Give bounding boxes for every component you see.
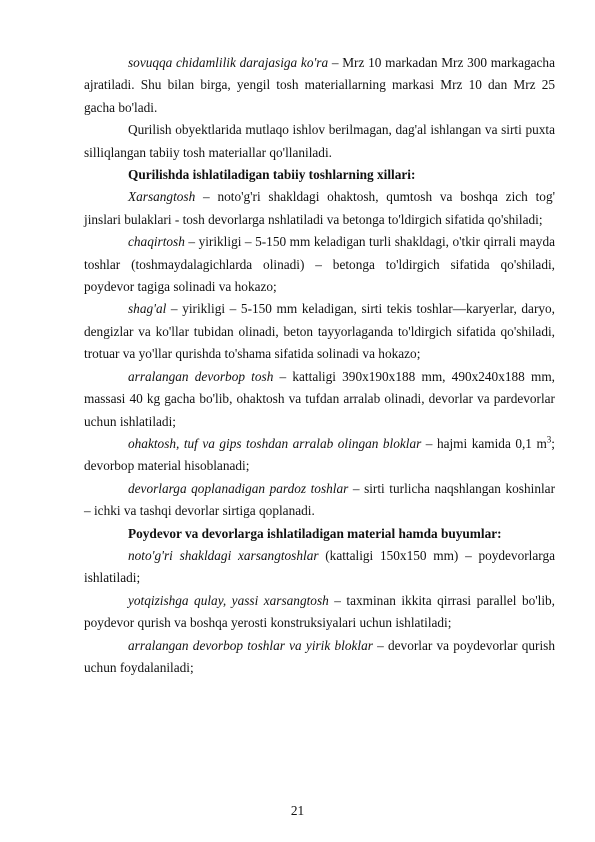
term: arralangan devorbop tosh: [128, 368, 274, 384]
term: chaqirtosh: [128, 234, 185, 250]
paragraph: [84, 186, 555, 231]
text-run: 3: [546, 434, 552, 445]
text-run: (kattaligi 150x150 mm) – poydevorlarga ishlatiladi;: [84, 547, 555, 586]
page-number: 21: [290, 803, 305, 818]
paragraph: [84, 119, 555, 164]
text-run: – sirti turlicha naqshlangan koshinlar – ichki va tashqi devorlar sirtiga qoplanadi.: [84, 480, 555, 519]
text-run: – taxminan ikkita qirrasi parallel bo'lib, poydevor qurish va boshqa yerosti konstruksiyalari uchun ishlatiladi;: [84, 592, 555, 631]
section-heading: [84, 164, 555, 186]
term: noto'g'ri shakldagi xarsangtoshlar: [128, 547, 319, 563]
section-heading: [84, 523, 555, 545]
term: yotqizishga qulay, yassi xarsangtosh: [128, 592, 329, 608]
text-run: – kattaligi 390x190x188 mm, 490x240x188 mm, massasi 40 kg gacha bo'lib, ohaktosh va tufdan arralab olinadi, devorlar va pardevorlar uchun ishlatiladi;: [84, 368, 556, 429]
term: devorlarga qoplanadigan pardoz toshlar: [128, 480, 349, 496]
text-run: ; devorbop material hisoblanadi;: [84, 435, 555, 474]
text-run: Poydevor va devorlarga ishlatiladigan material hamda buyumlar:: [128, 525, 502, 541]
paragraph: [84, 635, 555, 680]
term: Xarsangtosh: [128, 189, 196, 205]
paragraph: [84, 590, 555, 635]
paragraph: [84, 298, 555, 365]
document-body: [84, 52, 555, 679]
text-run: – hajmi kamida 0,1 m: [421, 435, 547, 451]
term: sovuqqa chidamlilik darajasiga ko'ra: [128, 55, 329, 70]
term: arralangan devorbop toshlar va yirik bloklar: [128, 637, 373, 653]
term: shag'al: [128, 301, 167, 317]
paragraph: [84, 231, 555, 298]
text-run: – yirikligi – 5-150 mm keladigan, sirti tekis toshlar—karyerlar, daryo, dengizlar va ko'llar tubidan olinadi, beton tayyorlaganda to'ldirgich sifatida qo'shiladi, trotuar va yo'llar qurishda to'shama sifatida solinadi va hokazo;: [84, 301, 555, 362]
paragraph: [84, 366, 555, 433]
text-run: Qurilish obyektlarida mutlaqo ishlov berilmagan, dag'al ishlangan va sirti puxta silliqlangan tabiiy tosh materiallar qo'llaniladi.: [84, 122, 555, 160]
term: ohaktosh, tuf va gips toshdan arralab olingan bloklar: [128, 435, 422, 451]
paragraph: [84, 478, 555, 523]
text-run: – devorlar va poydevorlar qurish uchun foydalaniladi;: [84, 637, 556, 675]
text-run: – noto'g'ri shakldagi ohaktosh, qumtosh va boshqa zich tog' jinslari bulaklari - tosh devorlarga nshlatiladi va betonga to'ldirgich sifatida qo'shiladi;: [84, 189, 555, 227]
text-run: – yirikligi – 5-150 mm keladigan turli shakldagi, o'tkir qirrali mayda toshlar (toshmaydalagichlarda olinadi) – betonga to'ldirgich sifatida qo'shiladi, poydevor tagiga solinadi va hokazo;: [84, 234, 555, 295]
paragraph: [84, 433, 555, 478]
text-run: – Mrz 10 markadan Mrz 300 markagacha ajratiladi. Shu bilan birga, yengil tosh materiallarning markasi Mrz 10 dan Mrz 25 gacha bo'ladi.: [84, 55, 555, 115]
text-run: Qurilishda ishlatiladigan tabiiy toshlarning xillari:: [128, 167, 416, 183]
paragraph: [84, 545, 555, 590]
paragraph: [84, 52, 555, 119]
